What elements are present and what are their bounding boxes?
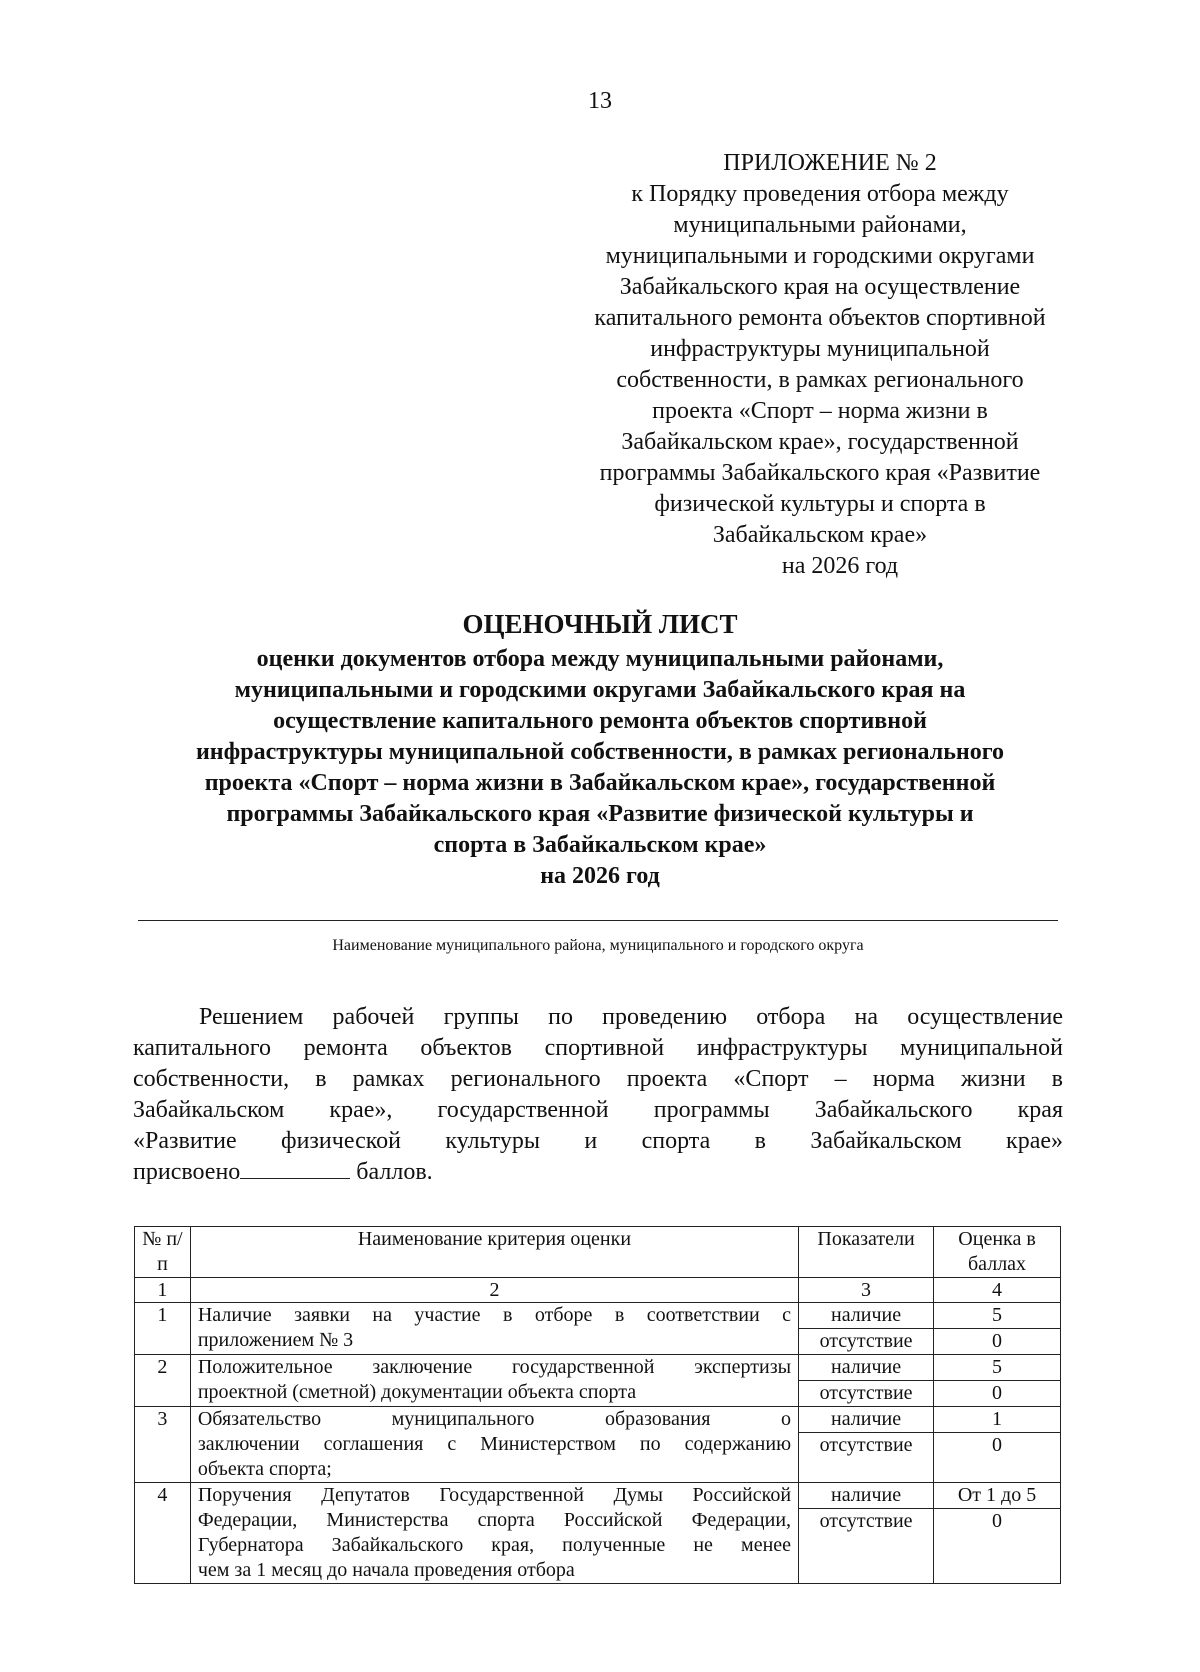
row-number: 4 xyxy=(135,1483,191,1584)
indicator-absent: отсутствие xyxy=(819,1434,913,1456)
score-present: 1 xyxy=(934,1407,1060,1433)
page-number: 13 xyxy=(588,88,612,114)
appendix-line: проекта «Спорт – норма жизни в xyxy=(652,398,988,424)
row-number: 2 xyxy=(135,1355,191,1407)
appendix-line: Забайкальском крае», государственной xyxy=(621,429,1019,455)
score-present: От 1 до 5 xyxy=(934,1483,1060,1509)
column-number: 2 xyxy=(190,1278,798,1303)
criterion-cell xyxy=(190,1407,798,1483)
scores-cell xyxy=(934,1483,1061,1584)
scores-cell xyxy=(934,1303,1061,1355)
criterion-line: чем за 1 месяц до начала проведения отбора xyxy=(197,1559,575,1581)
municipality-fill-line xyxy=(138,920,1058,921)
criterion-line: заключении соглашения с Министерством по содержанию xyxy=(197,1433,792,1455)
score-absent: 0 xyxy=(992,1330,1003,1352)
score-absent: 0 xyxy=(992,1510,1003,1532)
indicators-cell xyxy=(799,1303,934,1355)
indicator-absent: отсутствие xyxy=(819,1510,913,1532)
criterion-line: объекта спорта; xyxy=(197,1458,332,1480)
subtitle-line: осуществление капитального ремонта объектов спортивной xyxy=(273,708,927,734)
criterion-line: Положительное заключение государственной экспертизы xyxy=(197,1356,792,1378)
criterion-cell xyxy=(190,1483,798,1584)
criterion-line: Федерации, Министерства спорта Российской Федерации, xyxy=(197,1509,792,1531)
appendix-line: собственности, в рамках регионального xyxy=(616,367,1024,393)
decision-line: «Развитие физической культуры и спорта в Забайкальском крае» xyxy=(133,1128,1063,1154)
indicators-cell xyxy=(799,1483,934,1584)
subtitle-line: инфраструктуры муниципальной собственности, в рамках регионального xyxy=(195,739,1005,765)
score-present: 5 xyxy=(934,1303,1060,1329)
table-header-row xyxy=(135,1227,1061,1278)
decision-line: Забайкальском крае», государственной программы Забайкальского края xyxy=(133,1097,1063,1123)
indicators-cell xyxy=(799,1355,934,1407)
appendix-line: к Порядку проведения отбора между xyxy=(631,181,1009,207)
column-number: 1 xyxy=(135,1278,191,1303)
subtitle-line: муниципальными и городскими округами Забайкальского края на xyxy=(234,677,966,703)
appendix-year: на 2026 год xyxy=(781,553,899,579)
criterion-line: проектной (сметной) документации объекта спорта xyxy=(197,1381,637,1403)
indicator-present: наличие xyxy=(799,1303,933,1329)
header-criterion: Наименование критерия оценки xyxy=(190,1227,798,1278)
criterion-line: Обязательство муниципального образования о xyxy=(197,1408,792,1430)
subtitle-line: проекта «Спорт – норма жизни в Забайкальском крае», государственной xyxy=(204,770,996,796)
column-number: 4 xyxy=(934,1278,1061,1303)
row-number: 1 xyxy=(135,1303,191,1355)
indicator-absent: отсутствие xyxy=(819,1330,913,1352)
subtitle-line: оценки документов отбора между муниципальными районами, xyxy=(256,646,944,672)
decision-assigned-line xyxy=(133,1157,1063,1188)
criterion-line: Наличие заявки на участие в отборе в соответствии с xyxy=(197,1304,792,1326)
column-number: 3 xyxy=(799,1278,934,1303)
decision-line: Решением рабочей группы по проведению отбора на осуществление xyxy=(199,1004,1063,1030)
header-score: Оценка в баллах xyxy=(934,1227,1061,1278)
appendix-line: программы Забайкальского края «Развитие xyxy=(599,460,1041,486)
table-row xyxy=(135,1407,1061,1483)
subtitle-year: на 2026 год xyxy=(540,863,660,889)
indicator-present: наличие xyxy=(799,1483,933,1509)
indicators-cell xyxy=(799,1407,934,1483)
scores-cell xyxy=(934,1355,1061,1407)
row-number: 3 xyxy=(135,1407,191,1483)
score-absent: 0 xyxy=(992,1434,1003,1456)
subtitle-line: спорта в Забайкальском крае» xyxy=(433,832,767,858)
appendix-line: инфраструктуры муниципальной xyxy=(650,336,990,362)
score-absent: 0 xyxy=(992,1382,1003,1404)
score-blank-field xyxy=(240,1158,350,1179)
appendix-block xyxy=(540,148,1100,582)
appendix-line: муниципальными районами, xyxy=(673,212,967,238)
appendix-line: Забайкальского края на осуществление xyxy=(619,274,1021,300)
criteria-table xyxy=(134,1226,1061,1584)
indicator-present: наличие xyxy=(799,1407,933,1433)
column-number-row xyxy=(135,1278,1061,1303)
appendix-line: физической культуры и спорта в xyxy=(654,491,986,517)
criterion-cell xyxy=(190,1355,798,1407)
appendix-heading: ПРИЛОЖЕНИЕ № 2 xyxy=(723,150,937,176)
table-row xyxy=(135,1303,1061,1355)
table-row xyxy=(135,1355,1061,1407)
document-title: ОЦЕНОЧНЫЙ ЛИСТ xyxy=(462,609,738,639)
municipality-caption: Наименование муниципального района, муниципального и городского округа xyxy=(332,937,864,954)
header-indicators: Показатели xyxy=(799,1227,934,1278)
score-present: 5 xyxy=(934,1355,1060,1381)
appendix-line: капитального ремонта объектов спортивной xyxy=(594,305,1046,331)
indicator-present: наличие xyxy=(799,1355,933,1381)
table-row xyxy=(135,1483,1061,1584)
indicator-absent: отсутствие xyxy=(819,1382,913,1404)
decision-line: капитального ремонта объектов спортивной инфраструктуры муниципальной xyxy=(133,1035,1063,1061)
appendix-line: Забайкальском крае» xyxy=(712,522,928,548)
criterion-line: Поручения Депутатов Государственной Думы Российской xyxy=(197,1484,792,1506)
decision-line: собственности, в рамках регионального проекта «Спорт – норма жизни в xyxy=(133,1066,1063,1092)
criterion-line: приложением № 3 xyxy=(197,1329,354,1351)
assigned-prefix: присвоено xyxy=(133,1159,241,1185)
assigned-suffix: баллов. xyxy=(356,1159,433,1185)
appendix-line: муниципальными и городскими округами xyxy=(605,243,1035,269)
scores-cell xyxy=(934,1407,1061,1483)
header-num: № п/п xyxy=(135,1227,191,1278)
document-title-block xyxy=(120,606,1080,892)
criterion-cell xyxy=(190,1303,798,1355)
subtitle-line: программы Забайкальского края «Развитие физической культуры и xyxy=(226,801,974,827)
decision-paragraph xyxy=(133,1002,1063,1188)
document-subtitle xyxy=(120,644,1080,892)
criterion-line: Губернатора Забайкальского края, полученные не менее xyxy=(197,1534,792,1556)
